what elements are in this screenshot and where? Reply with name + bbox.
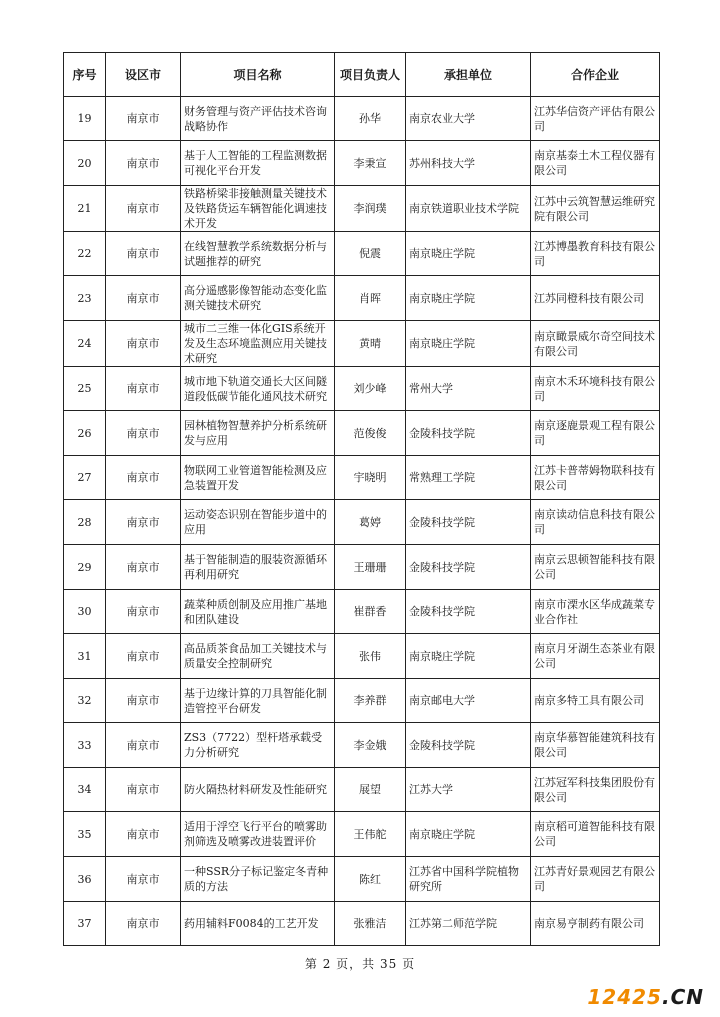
- cell-leader: 倪震: [335, 232, 406, 276]
- cell-project: ZS3（7722）型杆塔承载受力分析研究: [181, 723, 335, 768]
- cell-partner: 江苏青好景观园艺有限公司: [531, 857, 660, 902]
- cell-no: 28: [64, 500, 106, 545]
- cell-leader: 陈红: [335, 857, 406, 902]
- cell-partner: 江苏同橙科技有限公司: [531, 276, 660, 321]
- cell-project: 药用辅料F0084的工艺开发: [181, 902, 335, 946]
- cell-project: 物联网工业管道智能检测及应急装置开发: [181, 456, 335, 500]
- cell-leader: 李润璞: [335, 186, 406, 232]
- cell-unit: 常熟理工学院: [406, 456, 531, 500]
- table-row: [64, 857, 660, 902]
- table-row: [64, 456, 660, 500]
- cell-leader: 王珊珊: [335, 545, 406, 590]
- cell-project: 园林植物智慧养护分析系统研发与应用: [181, 411, 335, 456]
- table-row: [64, 723, 660, 768]
- table-row: [64, 545, 660, 590]
- cell-unit: 南京晓庄学院: [406, 321, 531, 367]
- cell-unit: 南京晓庄学院: [406, 276, 531, 321]
- cell-project: 运动姿态识别在智能步道中的应用: [181, 500, 335, 545]
- cell-project: 一种SSR分子标记鉴定冬青种质的方法: [181, 857, 335, 902]
- cell-no: 33: [64, 723, 106, 768]
- cell-unit: 金陵科技学院: [406, 500, 531, 545]
- cell-leader: 王伟舵: [335, 812, 406, 857]
- header-city: 设区市: [106, 53, 181, 97]
- cell-no: 34: [64, 768, 106, 812]
- table-header-row: [64, 53, 660, 97]
- cell-leader: 孙华: [335, 97, 406, 141]
- cell-unit: 江苏第二师范学院: [406, 902, 531, 946]
- cell-city: 南京市: [106, 768, 181, 812]
- cell-city: 南京市: [106, 456, 181, 500]
- cell-leader: 李金娥: [335, 723, 406, 768]
- cell-project: 在线智慧教学系统数据分析与试题推荐的研究: [181, 232, 335, 276]
- cell-unit: 金陵科技学院: [406, 590, 531, 634]
- cell-city: 南京市: [106, 367, 181, 411]
- cell-partner: 南京基泰土木工程仪器有限公司: [531, 141, 660, 186]
- cell-city: 南京市: [106, 97, 181, 141]
- cell-project: 防火隔热材料研发及性能研究: [181, 768, 335, 812]
- cell-no: 31: [64, 634, 106, 679]
- cell-no: 35: [64, 812, 106, 857]
- cell-no: 30: [64, 590, 106, 634]
- cell-leader: 崔群香: [335, 590, 406, 634]
- table-row: [64, 902, 660, 946]
- cell-partner: 江苏华信资产评估有限公司: [531, 97, 660, 141]
- cell-unit: 南京晓庄学院: [406, 812, 531, 857]
- table-row: [64, 232, 660, 276]
- cell-partner: 南京月牙湖生态茶业有限公司: [531, 634, 660, 679]
- cell-partner: 南京稻可道智能科技有限公司: [531, 812, 660, 857]
- cell-no: 36: [64, 857, 106, 902]
- cell-no: 37: [64, 902, 106, 946]
- cell-project: 财务管理与资产评估技术咨询战略协作: [181, 97, 335, 141]
- cell-unit: 金陵科技学院: [406, 411, 531, 456]
- cell-no: 27: [64, 456, 106, 500]
- cell-project: 适用于浮空飞行平台的喷雾助剂筛选及喷雾改进装置评价: [181, 812, 335, 857]
- watermark-number: 12425: [587, 985, 662, 1009]
- cell-unit: 江苏省中国科学院植物研究所: [406, 857, 531, 902]
- cell-city: 南京市: [106, 411, 181, 456]
- cell-city: 南京市: [106, 545, 181, 590]
- table-row: [64, 186, 660, 232]
- cell-partner: 南京木禾环境科技有限公司: [531, 367, 660, 411]
- table-row: [64, 812, 660, 857]
- cell-project: 基于人工智能的工程监测数据可视化平台开发: [181, 141, 335, 186]
- cell-project: 蔬菜种质创制及应用推广基地和团队建设: [181, 590, 335, 634]
- cell-no: 24: [64, 321, 106, 367]
- cell-city: 南京市: [106, 679, 181, 723]
- header-partner: 合作企业: [531, 53, 660, 97]
- cell-unit: 金陵科技学院: [406, 545, 531, 590]
- cell-project: 高品质茶食品加工关键技术与质量安全控制研究: [181, 634, 335, 679]
- cell-leader: 李秉宣: [335, 141, 406, 186]
- cell-city: 南京市: [106, 232, 181, 276]
- cell-city: 南京市: [106, 723, 181, 768]
- cell-no: 25: [64, 367, 106, 411]
- cell-city: 南京市: [106, 276, 181, 321]
- cell-partner: 南京云思顿智能科技有限公司: [531, 545, 660, 590]
- table-row: [64, 634, 660, 679]
- cell-city: 南京市: [106, 141, 181, 186]
- table-row: [64, 141, 660, 186]
- cell-project: 城市二三维一体化GIS系统开发及生态环境监测应用关键技术研究: [181, 321, 335, 367]
- cell-city: 南京市: [106, 500, 181, 545]
- cell-partner: 南京市溧水区华成蔬菜专业合作社: [531, 590, 660, 634]
- cell-no: 26: [64, 411, 106, 456]
- cell-partner: 南京逐鹿景观工程有限公司: [531, 411, 660, 456]
- watermark-domain: .CN: [661, 985, 704, 1009]
- cell-no: 21: [64, 186, 106, 232]
- cell-unit: 南京铁道职业技术学院: [406, 186, 531, 232]
- cell-city: 南京市: [106, 902, 181, 946]
- page-number: 第 2 页，共 35 页: [304, 957, 416, 971]
- cell-no: 29: [64, 545, 106, 590]
- cell-partner: 南京易亨制药有限公司: [531, 902, 660, 946]
- cell-project: 高分遥感影像智能动态变化监测关键技术研究: [181, 276, 335, 321]
- header-no: 序号: [64, 53, 106, 97]
- cell-partner: 南京读动信息科技有限公司: [531, 500, 660, 545]
- cell-unit: 南京农业大学: [406, 97, 531, 141]
- cell-leader: 宇晓明: [335, 456, 406, 500]
- table-body: [64, 97, 660, 946]
- cell-city: 南京市: [106, 812, 181, 857]
- cell-unit: 南京邮电大学: [406, 679, 531, 723]
- table-row: [64, 590, 660, 634]
- cell-unit: 金陵科技学院: [406, 723, 531, 768]
- project-table: [63, 52, 660, 946]
- cell-leader: 葛婷: [335, 500, 406, 545]
- cell-unit: 南京晓庄学院: [406, 634, 531, 679]
- cell-partner: 江苏冠军科技集团股份有限公司: [531, 768, 660, 812]
- cell-project: 基于智能制造的服装资源循环再利用研究: [181, 545, 335, 590]
- cell-no: 22: [64, 232, 106, 276]
- cell-leader: 李养群: [335, 679, 406, 723]
- cell-no: 32: [64, 679, 106, 723]
- table-row: [64, 768, 660, 812]
- cell-leader: 范俊俊: [335, 411, 406, 456]
- table-row: [64, 321, 660, 367]
- cell-city: 南京市: [106, 590, 181, 634]
- cell-no: 23: [64, 276, 106, 321]
- cell-leader: 黄晴: [335, 321, 406, 367]
- cell-leader: 张雅洁: [335, 902, 406, 946]
- cell-leader: 张伟: [335, 634, 406, 679]
- cell-city: 南京市: [106, 321, 181, 367]
- cell-unit: 常州大学: [406, 367, 531, 411]
- cell-leader: 刘少峰: [335, 367, 406, 411]
- table-row: [64, 367, 660, 411]
- cell-leader: 肖晖: [335, 276, 406, 321]
- cell-project: 基于边缘计算的刀具智能化制造管控平台研发: [181, 679, 335, 723]
- cell-city: 南京市: [106, 857, 181, 902]
- cell-partner: 江苏博墨教育科技有限公司: [531, 232, 660, 276]
- header-leader: 项目负责人: [335, 53, 406, 97]
- cell-unit: 苏州科技大学: [406, 141, 531, 186]
- cell-partner: 江苏卡普蒂姆物联科技有限公司: [531, 456, 660, 500]
- cell-unit: 江苏大学: [406, 768, 531, 812]
- cell-leader: 展望: [335, 768, 406, 812]
- table-row: [64, 500, 660, 545]
- cell-partner: 南京华慕智能建筑科技有限公司: [531, 723, 660, 768]
- header-unit: 承担单位: [406, 53, 531, 97]
- cell-project: 铁路桥梁非接触测量关键技术及铁路货运车辆智能化调速技术开发: [181, 186, 335, 232]
- table-row: [64, 679, 660, 723]
- cell-partner: 南京瞰景威尔奇空间技术有限公司: [531, 321, 660, 367]
- cell-partner: 江苏中云筑智慧运维研究院有限公司: [531, 186, 660, 232]
- table-row: [64, 276, 660, 321]
- cell-partner: 南京多特工具有限公司: [531, 679, 660, 723]
- cell-no: 19: [64, 97, 106, 141]
- table-row: [64, 411, 660, 456]
- cell-project: 城市地下轨道交通长大区间隧道段低碳节能化通风技术研究: [181, 367, 335, 411]
- header-project: 项目名称: [181, 53, 335, 97]
- cell-unit: 南京晓庄学院: [406, 232, 531, 276]
- table-row: [64, 97, 660, 141]
- cell-no: 20: [64, 141, 106, 186]
- cell-city: 南京市: [106, 634, 181, 679]
- site-watermark: [587, 985, 704, 1009]
- cell-city: 南京市: [106, 186, 181, 232]
